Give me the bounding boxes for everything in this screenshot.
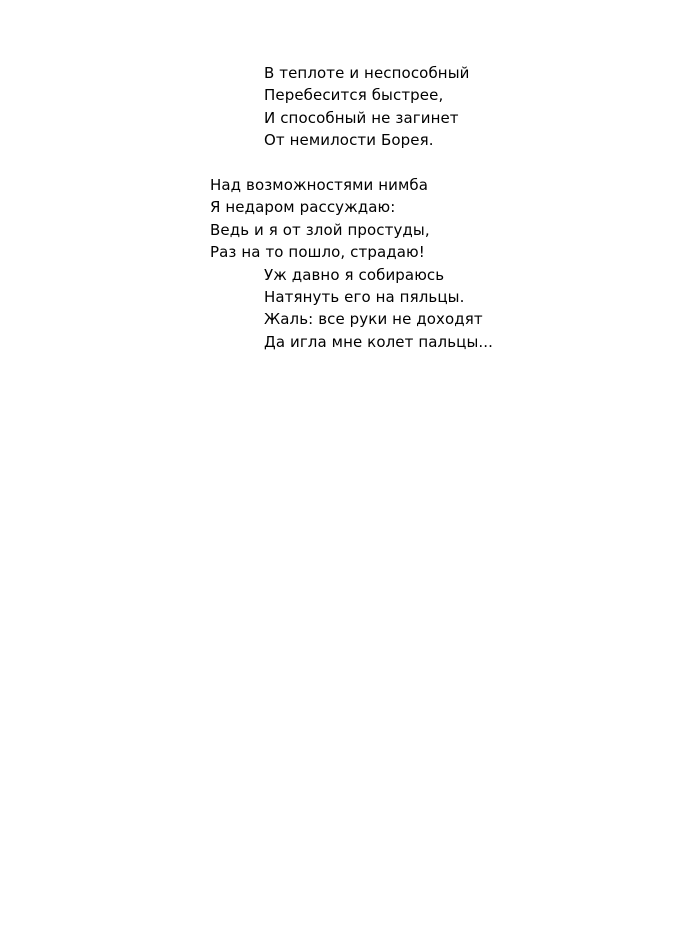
poem-line: Натянуть его на пяльцы.: [264, 288, 465, 307]
poem-line: И способный не загинет: [264, 108, 459, 127]
poem-line: Над возможностями нимба: [210, 176, 429, 194]
poem-line: Раз на то пошло, страдаю!: [210, 243, 425, 262]
poem-line: От немилости Борея.: [264, 131, 434, 150]
poem-line: Ведь и я от злой простуды,: [210, 220, 430, 239]
poem-stanza-2: [210, 174, 493, 353]
poem-line: Жаль: все руки не доходят: [264, 310, 483, 329]
poem-line: Я недаром рассуждаю:: [210, 198, 396, 217]
poem-line: Да игла мне колет пальцы...: [264, 332, 494, 351]
poem-line: Перебесится быстрее,: [264, 86, 444, 105]
poem-line: В теплоте и неспособный: [264, 64, 470, 82]
poem-line: Уж давно я собираюсь: [264, 265, 445, 284]
poem-stanza-1: [210, 62, 470, 152]
